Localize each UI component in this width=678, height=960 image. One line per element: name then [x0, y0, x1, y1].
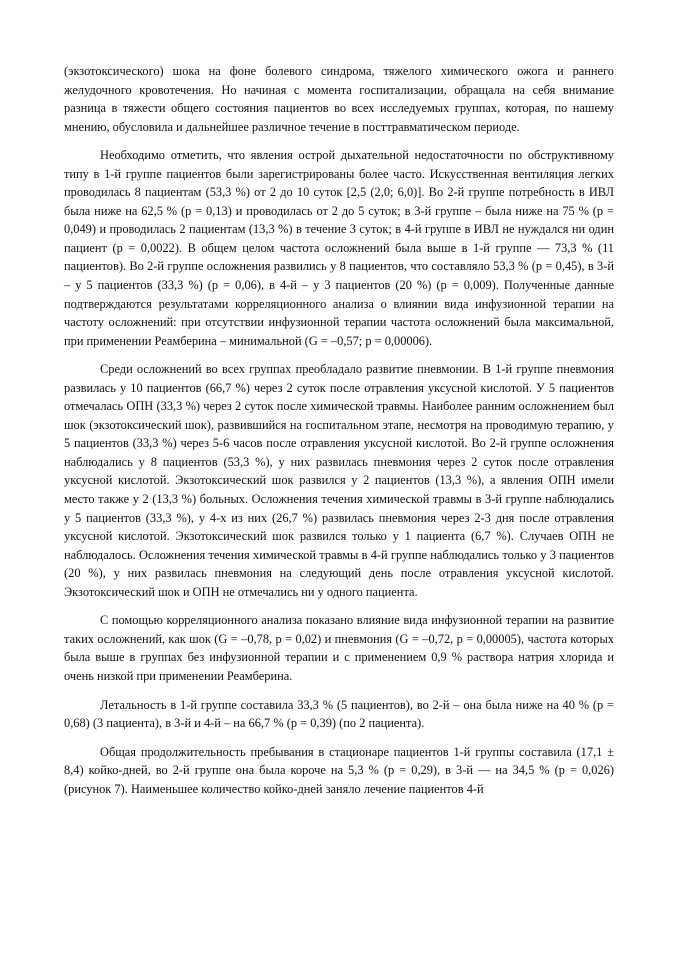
paragraph-lethality: Летальность в 1-й группе составила 33,3 % (5 пациентов), во 2-й – она была ниже на 40 % (p = 0,68) (3 пациента), в 3-й и 4-й – на 66,7 % (p = 0,39) (по 2 пациента). [64, 697, 614, 731]
paragraph-hospital-stay: Общая продолжительность пребывания в стационаре пациентов 1-й группы составила (17,1 ± 8,4) койко-дней, во 2-й группе она была короче на 5,3 % (p = 0,29), в 3-й — на 34,5 % (p = 0,026) (рисунок 7). Наименьшее количество койко-дней заняло лечение пациентов 4-й [64, 744, 614, 796]
paragraph-correlation: С помощью корреляционного анализа показано влияние вида инфузионной терапии на развитие таких осложнений, как шок (G = –0,78, p = 0,02) и пневмония (G = –0,72, p = 0,00005), частота которых была выше в группах без инфузионной терапии и с применением 0,9 % раствора натрия хлорида и очень низкой при применении Реамберина. [64, 613, 614, 683]
paragraph-complications: Среди осложнений во всех группах преобладало развитие пневмонии. В 1-й группе пневмония развилась у 10 пациентов (66,7 %) через 2 суток после отравления уксусной кислотой. У 5 пациентов отмечалась ОПН (33,3 %) через 2 суток после химической травмы. Наиболее ранним осложнением был шок (экзотоксический шок), развившийся на госпитальном этапе, несмотря на проводимую терапию, у 5 пациентов (33,3 %) через 5-6 часов после отравления уксусной кислотой. Во 2-й группе осложнения наблюдались у 8 пациентов (53,3 %), у них развилась пневмония через 2 суток после отравления уксусной кислотой. Экзотоксический шок развился у 2 пациентов (13,3 %), а явления ОПН имели место также у 2 (13,3 %) больных. Осложнения течения химической травмы в 3-й группе наблюдались у 5 пациентов (33,3 %), у 4-х из них (26,7 %) развилась пневмония через 2-3 дня после отравления уксусной кислотой. Экзотоксический шок развился только у 1 пациента (6,7 %). Случаев ОПН не наблюдалось. Осложнения течения химической травмы в 4-й группе наблюдались только у 3 пациентов (20 %), у них развилась пневмония на следующий день после отравления уксусной кислотой. Экзотоксический шок и ОПН не отмечались ни у одного пациента. [64, 362, 614, 599]
paragraph-continuation: (экзотоксического) шока на фоне болевого синдрома, тяжелого химического ожога и раннего желудочного кровотечения. Но начиная с момента госпитализации, обращала на себя внимание разница в тяжести общего состояния пациентов во всех исследуемых группах, которая, по нашему мнению, обусловила и дальнейшее различное течение в посттравматическом периоде. [64, 64, 614, 134]
document-page [64, 62, 614, 798]
paragraph-respiratory-failure: Необходимо отметить, что явления острой дыхательной недостаточности по обструктивному типу в 1-й группе пациентов были зарегистрированы более часто. Искусственная вентиляция легких проводилась 8 пациентам (53,3 %) от 2 до 10 суток [2,5 (2,0; 6,0)]. Во 2-й группе потребность в ИВЛ была ниже на 62,5 % (p = 0,13) и проводилась от 2 до 5 суток; в 3-й группе – была ниже на 75 % (p = 0,049) и проводилась 2 пациентам (13,3 %) в течение 3 суток; в 4-й группе в ИВЛ не нуждался ни один пациент (p = 0,0022). В общем целом частота осложнений была выше в 1-й группе — 73,3 % (11 пациентов). Во 2-й группе осложнения развились у 8 пациентов, что составляло 53,3 % (p = 0,45), в 3-й – у 5 пациентов (33,3 %) (p = 0,06), в 4-й – у 3 пациентов (20 %) (p = 0,009). Полученные данные подтверждаются результатами корреляционного анализа о влиянии вида инфузионной терапии на частоту осложнений: при отсутствии инфузионной терапии частота осложнений была максимальной, при применении Реамберина – минимальной (G = –0,57; p = 0,00006). [64, 148, 614, 348]
